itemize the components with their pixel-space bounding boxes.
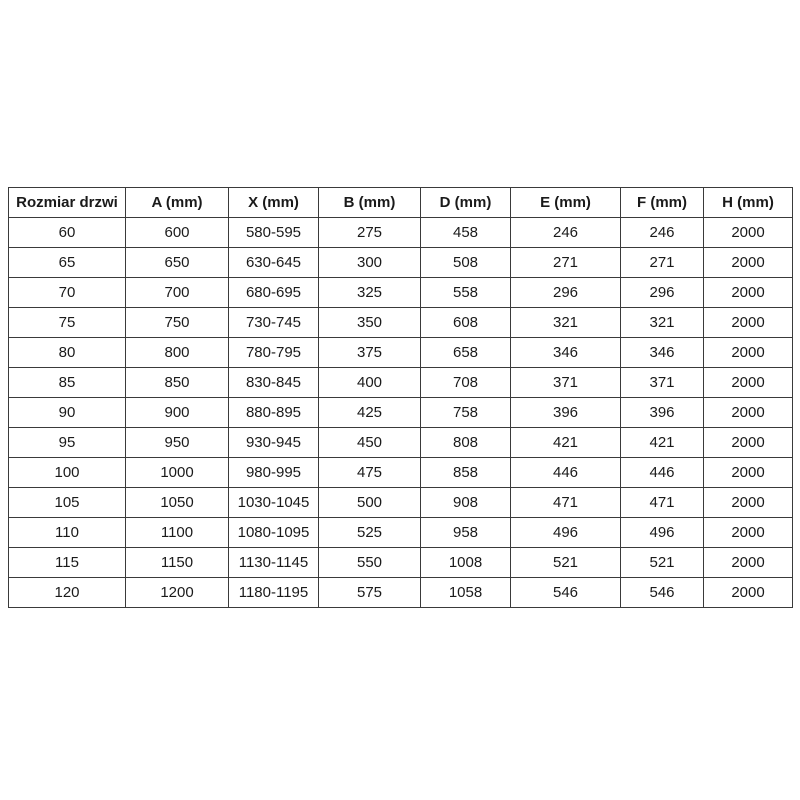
table-row	[9, 518, 793, 548]
table-body	[9, 218, 793, 608]
table-cell: 558	[421, 278, 511, 308]
table-cell: 800	[126, 338, 229, 368]
table-cell: 2000	[704, 248, 793, 278]
table-cell: 246	[621, 218, 704, 248]
table-row	[9, 218, 793, 248]
column-header: D (mm)	[421, 188, 511, 218]
table-cell: 471	[621, 488, 704, 518]
table-cell: 1050	[126, 488, 229, 518]
table-cell: 658	[421, 338, 511, 368]
table-cell: 2000	[704, 548, 793, 578]
table-cell: 275	[319, 218, 421, 248]
table-cell: 958	[421, 518, 511, 548]
table-cell: 508	[421, 248, 511, 278]
table-cell: 1080-1095	[229, 518, 319, 548]
table-cell: 2000	[704, 518, 793, 548]
table-cell: 296	[621, 278, 704, 308]
table-cell: 65	[9, 248, 126, 278]
table-cell: 496	[621, 518, 704, 548]
table-cell: 85	[9, 368, 126, 398]
table-cell: 246	[511, 218, 621, 248]
table-cell: 296	[511, 278, 621, 308]
table-cell: 880-895	[229, 398, 319, 428]
table-cell: 1058	[421, 578, 511, 608]
table-row	[9, 308, 793, 338]
table-row	[9, 428, 793, 458]
table-cell: 550	[319, 548, 421, 578]
table-cell: 90	[9, 398, 126, 428]
table-cell: 930-945	[229, 428, 319, 458]
table-cell: 650	[126, 248, 229, 278]
table-cell: 630-645	[229, 248, 319, 278]
table-cell: 1180-1195	[229, 578, 319, 608]
table-cell: 450	[319, 428, 421, 458]
table-cell: 858	[421, 458, 511, 488]
table-cell: 580-595	[229, 218, 319, 248]
table-row	[9, 578, 793, 608]
table-cell: 471	[511, 488, 621, 518]
table-cell: 425	[319, 398, 421, 428]
table-cell: 730-745	[229, 308, 319, 338]
table-cell: 2000	[704, 458, 793, 488]
table-cell: 2000	[704, 338, 793, 368]
table-cell: 1200	[126, 578, 229, 608]
table-cell: 780-795	[229, 338, 319, 368]
table-cell: 2000	[704, 218, 793, 248]
column-header: E (mm)	[511, 188, 621, 218]
table-cell: 325	[319, 278, 421, 308]
table-cell: 371	[621, 368, 704, 398]
table-cell: 400	[319, 368, 421, 398]
table-cell: 350	[319, 308, 421, 338]
table-row	[9, 488, 793, 518]
table-cell: 1000	[126, 458, 229, 488]
table-cell: 750	[126, 308, 229, 338]
table-cell: 521	[621, 548, 704, 578]
table-cell: 321	[511, 308, 621, 338]
table-cell: 60	[9, 218, 126, 248]
table-cell: 300	[319, 248, 421, 278]
header-row	[9, 188, 793, 218]
table-row	[9, 398, 793, 428]
table-cell: 2000	[704, 368, 793, 398]
table-cell: 496	[511, 518, 621, 548]
table-cell: 525	[319, 518, 421, 548]
table-cell: 80	[9, 338, 126, 368]
table-cell: 2000	[704, 308, 793, 338]
table-cell: 75	[9, 308, 126, 338]
table-row	[9, 368, 793, 398]
table-cell: 321	[621, 308, 704, 338]
table-cell: 375	[319, 338, 421, 368]
table-cell: 110	[9, 518, 126, 548]
table-cell: 600	[126, 218, 229, 248]
table-cell: 1130-1145	[229, 548, 319, 578]
table-row	[9, 248, 793, 278]
table-cell: 1008	[421, 548, 511, 578]
table-cell: 2000	[704, 398, 793, 428]
table-cell: 346	[621, 338, 704, 368]
table-cell: 950	[126, 428, 229, 458]
table-cell: 980-995	[229, 458, 319, 488]
table-cell: 546	[621, 578, 704, 608]
table-cell: 346	[511, 338, 621, 368]
table-row	[9, 548, 793, 578]
table-cell: 1030-1045	[229, 488, 319, 518]
table-cell: 475	[319, 458, 421, 488]
table-cell: 396	[511, 398, 621, 428]
column-header: A (mm)	[126, 188, 229, 218]
table-cell: 271	[511, 248, 621, 278]
table-cell: 271	[621, 248, 704, 278]
table-cell: 421	[621, 428, 704, 458]
table-cell: 575	[319, 578, 421, 608]
table-cell: 371	[511, 368, 621, 398]
table-cell: 100	[9, 458, 126, 488]
table-cell: 680-695	[229, 278, 319, 308]
table-cell: 421	[511, 428, 621, 458]
table-cell: 2000	[704, 578, 793, 608]
table-cell: 458	[421, 218, 511, 248]
table-cell: 105	[9, 488, 126, 518]
column-header: F (mm)	[621, 188, 704, 218]
table-cell: 700	[126, 278, 229, 308]
table-cell: 900	[126, 398, 229, 428]
table-cell: 908	[421, 488, 511, 518]
table-cell: 2000	[704, 278, 793, 308]
column-header: Rozmiar drzwi	[9, 188, 126, 218]
table-cell: 830-845	[229, 368, 319, 398]
table-row	[9, 338, 793, 368]
table-cell: 758	[421, 398, 511, 428]
column-header: X (mm)	[229, 188, 319, 218]
table-cell: 2000	[704, 428, 793, 458]
table-cell: 120	[9, 578, 126, 608]
table-cell: 2000	[704, 488, 793, 518]
column-header: H (mm)	[704, 188, 793, 218]
door-size-table	[8, 187, 793, 608]
table-cell: 95	[9, 428, 126, 458]
table-row	[9, 458, 793, 488]
table-cell: 850	[126, 368, 229, 398]
table-cell: 446	[621, 458, 704, 488]
table-cell: 500	[319, 488, 421, 518]
table-cell: 396	[621, 398, 704, 428]
table-cell: 1150	[126, 548, 229, 578]
table-cell: 115	[9, 548, 126, 578]
table-cell: 70	[9, 278, 126, 308]
table-cell: 446	[511, 458, 621, 488]
table-cell: 1100	[126, 518, 229, 548]
table-row	[9, 278, 793, 308]
table-cell: 546	[511, 578, 621, 608]
table-cell: 808	[421, 428, 511, 458]
table-cell: 521	[511, 548, 621, 578]
table-cell: 608	[421, 308, 511, 338]
table-cell: 708	[421, 368, 511, 398]
column-header: B (mm)	[319, 188, 421, 218]
